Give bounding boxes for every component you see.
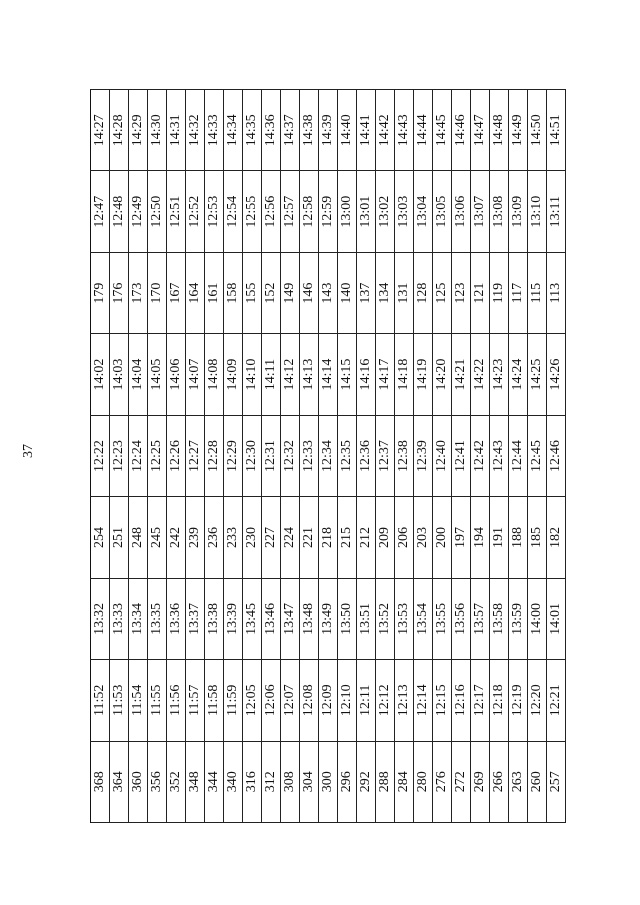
table-cell: 14:35 [243,90,262,172]
table-cell: 14:49 [509,90,528,172]
table-cell: 149 [281,252,300,333]
table-cell: 14:04 [129,334,148,415]
table-row [148,90,167,823]
table-cell: 300 [319,741,338,822]
table-cell: 14:06 [167,334,186,415]
table-cell: 360 [129,741,148,822]
table-cell: 14:41 [357,90,376,172]
table-cell: 14:28 [110,90,129,172]
table-cell: 14:33 [205,90,224,172]
table-row [452,90,471,823]
table-cell: 14:17 [376,334,395,415]
table-row [167,90,186,823]
table-cell: 13:54 [414,578,433,659]
table-row [281,90,300,823]
table-cell: 14:47 [471,90,490,172]
table-cell: 254 [91,497,110,578]
table-cell: 248 [129,497,148,578]
table-cell: 12:44 [509,415,528,496]
table-cell: 284 [395,741,414,822]
table-cell: 11:57 [186,660,205,741]
table-cell: 12:50 [148,171,167,252]
table-cell: 260 [528,741,547,822]
table-cell: 176 [110,252,129,333]
table-row [433,90,452,823]
table-cell: 236 [205,497,224,578]
table-cell: 128 [414,252,433,333]
table-cell: 14:09 [224,334,243,415]
table-cell: 14:13 [300,334,319,415]
table-cell: 13:57 [471,578,490,659]
table-cell: 12:16 [452,660,471,741]
table-cell: 257 [547,741,566,822]
table-cell: 12:07 [281,660,300,741]
table-cell: 14:18 [395,334,414,415]
table-cell: 14:46 [452,90,471,172]
table-cell: 12:59 [319,171,338,252]
table-cell: 209 [376,497,395,578]
table-row [186,90,205,823]
table-cell: 12:29 [224,415,243,496]
table-cell: 296 [338,741,357,822]
table-cell: 113 [547,252,566,333]
table-cell: 14:40 [338,90,357,172]
table-cell: 251 [110,497,129,578]
table-cell: 227 [262,497,281,578]
table-cell: 13:46 [262,578,281,659]
table-row [91,90,110,823]
table-cell: 14:25 [528,334,547,415]
table-cell: 12:15 [433,660,452,741]
table-cell: 194 [471,497,490,578]
table-cell: 13:52 [376,578,395,659]
table-cell: 161 [205,252,224,333]
table-cell: 13:48 [300,578,319,659]
table-cell: 215 [338,497,357,578]
table-cell: 14:32 [186,90,205,172]
table-cell: 11:58 [205,660,224,741]
table-cell: 12:14 [414,660,433,741]
table-cell: 188 [509,497,528,578]
table-cell: 276 [433,741,452,822]
table-cell: 13:33 [110,578,129,659]
table-cell: 134 [376,252,395,333]
table-cell: 14:00 [528,578,547,659]
table-row [376,90,395,823]
table-cell: 13:47 [281,578,300,659]
table-cell: 12:32 [281,415,300,496]
table-cell: 308 [281,741,300,822]
table-cell: 11:54 [129,660,148,741]
table-cell: 13:37 [186,578,205,659]
table-cell: 117 [509,252,528,333]
table-cell: 14:19 [414,334,433,415]
table-cell: 364 [110,741,129,822]
table-cell: 239 [186,497,205,578]
table-cell: 14:16 [357,334,376,415]
table-row [224,90,243,823]
table-row [395,90,414,823]
table-cell: 280 [414,741,433,822]
table-cell: 233 [224,497,243,578]
table-cell: 12:25 [148,415,167,496]
table-cell: 13:51 [357,578,376,659]
table-cell: 12:05 [243,660,262,741]
table-cell: 13:32 [91,578,110,659]
table-cell: 368 [91,741,110,822]
table-cell: 12:18 [490,660,509,741]
table-cell: 352 [167,741,186,822]
table-cell: 182 [547,497,566,578]
table-cell: 12:45 [528,415,547,496]
table-cell: 12:24 [129,415,148,496]
table-cell: 12:52 [186,171,205,252]
table-cell: 12:35 [338,415,357,496]
table-cell: 12:47 [91,171,110,252]
table-cell: 14:21 [452,334,471,415]
table-cell: 14:50 [528,90,547,172]
table-cell: 115 [528,252,547,333]
table-container [90,89,561,823]
table-cell: 12:55 [243,171,262,252]
table-row [490,90,509,823]
table-cell: 14:38 [300,90,319,172]
table-row [471,90,490,823]
table-cell: 12:27 [186,415,205,496]
table-cell: 12:08 [300,660,319,741]
table-cell: 11:59 [224,660,243,741]
table-cell: 12:48 [110,171,129,252]
table-cell: 14:30 [148,90,167,172]
table-cell: 230 [243,497,262,578]
table-cell: 14:05 [148,334,167,415]
table-body [91,90,566,823]
table-cell: 272 [452,741,471,822]
table-cell: 242 [167,497,186,578]
table-cell: 13:34 [129,578,148,659]
table-cell: 356 [148,741,167,822]
table-row [300,90,319,823]
table-cell: 266 [490,741,509,822]
table-cell: 13:55 [433,578,452,659]
table-cell: 348 [186,741,205,822]
table-cell: 12:37 [376,415,395,496]
table-cell: 12:13 [395,660,414,741]
table-cell: 14:27 [91,90,110,172]
table-cell: 12:11 [357,660,376,741]
table-cell: 13:11 [547,171,566,252]
table-cell: 14:08 [205,334,224,415]
table-row [338,90,357,823]
table-cell: 13:00 [338,171,357,252]
table-cell: 13:39 [224,578,243,659]
table-cell: 292 [357,741,376,822]
table-cell: 13:08 [490,171,509,252]
table-cell: 13:03 [395,171,414,252]
table-cell: 155 [243,252,262,333]
table-cell: 11:53 [110,660,129,741]
table-cell: 185 [528,497,547,578]
table-cell: 12:49 [129,171,148,252]
table-cell: 12:57 [281,171,300,252]
table-cell: 13:07 [471,171,490,252]
table-cell: 203 [414,497,433,578]
table-cell: 12:38 [395,415,414,496]
table-cell: 143 [319,252,338,333]
table-cell: 340 [224,741,243,822]
table-cell: 14:22 [471,334,490,415]
table-cell: 12:19 [509,660,528,741]
table-cell: 12:51 [167,171,186,252]
table-cell: 12:26 [167,415,186,496]
table-cell: 12:23 [110,415,129,496]
table-cell: 12:40 [433,415,452,496]
table-row [205,90,224,823]
table-cell: 173 [129,252,148,333]
table-cell: 12:46 [547,415,566,496]
table-cell: 12:42 [471,415,490,496]
table-cell: 288 [376,741,395,822]
table-cell: 14:29 [129,90,148,172]
table-cell: 13:35 [148,578,167,659]
table-cell: 14:10 [243,334,262,415]
table-cell: 14:12 [281,334,300,415]
table-cell: 12:43 [490,415,509,496]
table-cell: 12:09 [319,660,338,741]
table-cell: 12:30 [243,415,262,496]
table-cell: 12:41 [452,415,471,496]
table-cell: 14:48 [490,90,509,172]
table-cell: 13:38 [205,578,224,659]
table-cell: 12:28 [205,415,224,496]
table-cell: 12:58 [300,171,319,252]
table-cell: 12:34 [319,415,338,496]
table-cell: 13:56 [452,578,471,659]
table-cell: 11:55 [148,660,167,741]
table-cell: 123 [452,252,471,333]
table-cell: 14:37 [281,90,300,172]
table-cell: 13:45 [243,578,262,659]
table-cell: 14:15 [338,334,357,415]
table-cell: 125 [433,252,452,333]
table-cell: 344 [205,741,224,822]
table-cell: 13:04 [414,171,433,252]
table-cell: 14:43 [395,90,414,172]
table-cell: 140 [338,252,357,333]
table-row [357,90,376,823]
table-cell: 13:49 [319,578,338,659]
table-cell: 158 [224,252,243,333]
table-cell: 12:53 [205,171,224,252]
table-cell: 12:20 [528,660,547,741]
table-cell: 13:05 [433,171,452,252]
table-cell: 14:20 [433,334,452,415]
table-cell: 212 [357,497,376,578]
table-cell: 11:52 [91,660,110,741]
table-cell: 197 [452,497,471,578]
table-cell: 245 [148,497,167,578]
table-cell: 13:58 [490,578,509,659]
table-cell: 13:36 [167,578,186,659]
table-cell: 13:09 [509,171,528,252]
table-cell: 14:03 [110,334,129,415]
table-cell: 13:53 [395,578,414,659]
table-cell: 170 [148,252,167,333]
table-cell: 167 [167,252,186,333]
data-table [90,89,566,823]
table-cell: 316 [243,741,262,822]
table-cell: 12:17 [471,660,490,741]
table-row [262,90,281,823]
table-cell: 221 [300,497,319,578]
table-cell: 119 [490,252,509,333]
table-cell: 146 [300,252,319,333]
table-cell: 121 [471,252,490,333]
table-cell: 14:45 [433,90,452,172]
table-cell: 312 [262,741,281,822]
table-cell: 12:31 [262,415,281,496]
table-cell: 12:22 [91,415,110,496]
table-cell: 263 [509,741,528,822]
page-number: 37 [21,444,36,458]
table-cell: 179 [91,252,110,333]
table-cell: 14:51 [547,90,566,172]
table-cell: 14:42 [376,90,395,172]
table-cell: 14:36 [262,90,281,172]
table-row [509,90,528,823]
table-cell: 218 [319,497,338,578]
table-cell: 14:26 [547,334,566,415]
table-cell: 13:59 [509,578,528,659]
table-cell: 137 [357,252,376,333]
table-cell: 14:34 [224,90,243,172]
table-cell: 12:33 [300,415,319,496]
table-cell: 13:06 [452,171,471,252]
table-cell: 14:39 [319,90,338,172]
table-row [414,90,433,823]
table-cell: 269 [471,741,490,822]
table-row [110,90,129,823]
table-cell: 206 [395,497,414,578]
table-cell: 14:11 [262,334,281,415]
table-cell: 12:36 [357,415,376,496]
table-row [528,90,547,823]
table-cell: 14:24 [509,334,528,415]
table-cell: 13:10 [528,171,547,252]
table-cell: 12:12 [376,660,395,741]
table-cell: 14:31 [167,90,186,172]
table-cell: 164 [186,252,205,333]
table-row [547,90,566,823]
table-cell: 200 [433,497,452,578]
table-cell: 11:56 [167,660,186,741]
table-cell: 14:23 [490,334,509,415]
table-cell: 13:50 [338,578,357,659]
table-cell: 191 [490,497,509,578]
table-cell: 12:54 [224,171,243,252]
table-cell: 14:01 [547,578,566,659]
table-cell: 12:39 [414,415,433,496]
table-cell: 12:56 [262,171,281,252]
table-cell: 13:02 [376,171,395,252]
table-cell: 152 [262,252,281,333]
table-cell: 12:10 [338,660,357,741]
table-row [319,90,338,823]
table-cell: 14:02 [91,334,110,415]
table-cell: 14:44 [414,90,433,172]
table-cell: 12:21 [547,660,566,741]
table-cell: 224 [281,497,300,578]
table-row [243,90,262,823]
table-cell: 131 [395,252,414,333]
table-row [129,90,148,823]
table-cell: 13:01 [357,171,376,252]
table-cell: 14:07 [186,334,205,415]
table-cell: 12:06 [262,660,281,741]
table-cell: 304 [300,741,319,822]
table-cell: 14:14 [319,334,338,415]
